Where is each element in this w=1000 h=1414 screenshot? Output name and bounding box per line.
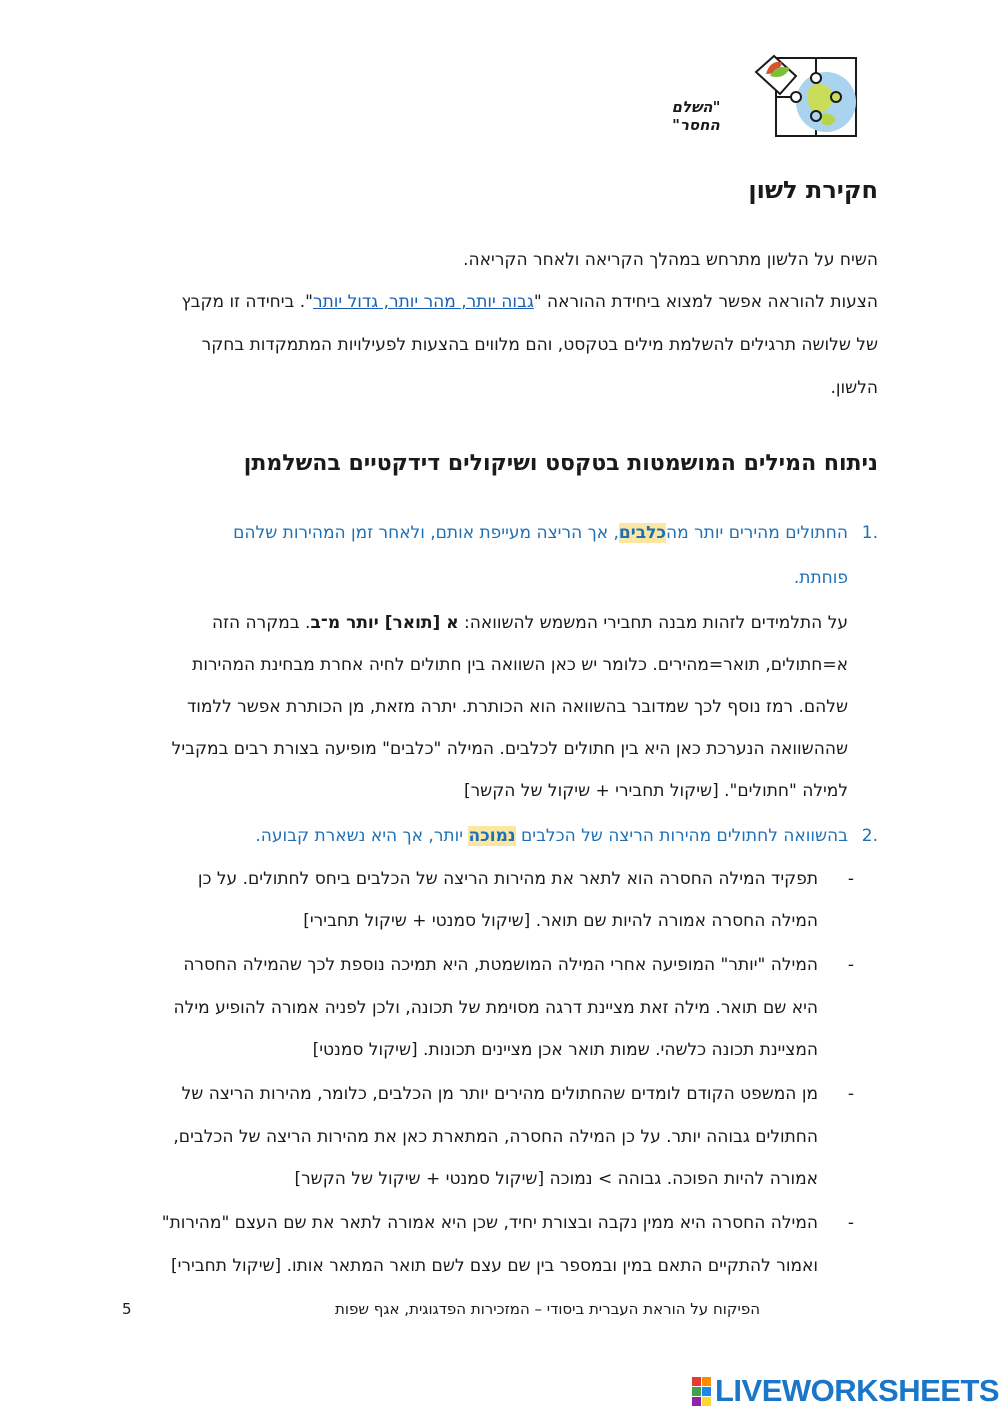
bullet-2-line-3: המציינת תכונה כלשהי. שמות תואר אכן מציינים תכונות. [שיקול סמנטי] (312, 1040, 818, 1060)
liveworksheets-blocks-icon (692, 1377, 711, 1406)
item-1-body-line-4: שההשוואה הנערכת כאן היא בין חתולים לכלבים. המילה "כלבים" מופיעה בצורת רבים במקביל (171, 739, 848, 759)
bullet-1-line-2: המילה החסרה אמורה להיות שם תואר. [שיקול סמנטי + שיקול תחבירי] (303, 911, 818, 931)
bullet-4-marker: - (847, 1213, 854, 1233)
bullet-4-line-2: ואמור להתקיים התאם במין ובמספר בין שם עצם לשם תואר המתאר אותו. [שיקול תחבירי] (171, 1256, 818, 1276)
bullet-1-marker: - (847, 869, 854, 889)
item-1-post: , אך הריצה מעייפת אותם, ולאחר זמן המהירות שלהם (233, 523, 619, 543)
item-1-body-pre: על התלמידים לזהות מבנה תחבירי המשמש להשוואה: (458, 613, 848, 633)
item-1-sentence-line-1 (118, 512, 848, 554)
item-2-pre: בהשוואה לחתולים מהירות הריצה של הכלבים (515, 826, 848, 846)
bullet-1-line-1: תפקיד המילה החסרה הוא לתאר את מהירות הריצה של הכלבים ביחס לחתולים. על כן (197, 869, 818, 889)
logo (648, 52, 860, 142)
intro-line-2-post: ". ביחידה זו מקבץ (181, 292, 313, 312)
item-1-body-post: . במקרה הזה (211, 613, 311, 633)
item-1-body-line-5: למילה "חתולים". [שיקול תחבירי + שיקול של הקשר] (463, 781, 848, 801)
item-1-pre: החתולים מהירים יותר מה (666, 523, 848, 543)
item-1-highlight: כלבים (618, 523, 667, 543)
item-1-sentence-line-2: פוחתת. (793, 568, 848, 588)
intro-line-3: של שלושה תרגילים להשלמת מילים בטקסט, והם מלווים בהצעות לפעילויות המתמקדות בחקר (201, 335, 878, 355)
item-2-sentence (118, 815, 848, 857)
item-2-highlight: נמוכה (468, 826, 516, 846)
item-1-body-line-1 (118, 602, 848, 644)
unit-link[interactable]: גבוה יותר, מהר יותר, גדול יותר (312, 292, 534, 312)
item-1-body-line-2: א=חתולים, תואר=מהירים. כלומר יש כאן השוואה בין חתולים לחיה אחרת מבחינת המהירות (192, 655, 848, 675)
item-1-structure: א [תואר] יותר מ־ב (310, 613, 459, 633)
item-1-body-line-3: שלהם. רמז נוסף לכך שמדובר בהשוואה הוא הכותרת. יתרה מזאת, מן הכותרת אפשר ללמוד (186, 697, 848, 717)
bullet-2-line-1: המילה "יותר" המופיעה אחרי המילה המושמטת, היא תמיכה נוספת לכך שהמילה החסרה (183, 955, 818, 975)
section-heading: ניתוח המילים המושמטות בטקסט ושיקולים דידקטיים בהשלמתן (243, 451, 878, 476)
intro-line-2-pre: הצעות להוראה אפשר למצוא ביחידת ההוראה " (533, 292, 878, 312)
intro-line-1: השיח על הלשון מתרחש במהלך הקריאה ולאחר הקריאה. (463, 250, 878, 270)
logo-text: "השלם החסר" (671, 98, 721, 134)
bullet-3-line-1: מן המשפט הקודם לומדים שהחתולים מהירים יותר מן הכלבים, כלומר, מהירות הריצה של (181, 1084, 818, 1104)
bullet-2-line-2: היא שם תואר. מילה זאת מציינת דרגה מסוימת של תכונה, ולכן לפניה אמורה להופיע מילה (173, 998, 818, 1018)
bullet-3-marker: - (847, 1084, 854, 1104)
item-2-post: יותר, אך היא נשארת קבועה. (255, 826, 469, 846)
bullet-2-marker: - (847, 955, 854, 975)
liveworksheets-logo (692, 1374, 999, 1408)
page-title: חקירת לשון (748, 176, 878, 204)
bullet-4-line-1: המילה החסרה היא ממין נקבה ובצורת יחיד, שכן היא אמורה לתאר את שם העצם "מהירות" (161, 1213, 818, 1233)
intro-line-2 (118, 281, 878, 323)
intro-line-4: הלשון. (830, 378, 878, 398)
puzzle-globe-icon (752, 52, 860, 140)
footer-text: הפיקוח על הוראת העברית ביסודי – המזכירות הפדגוגית, אגף שפות (335, 1300, 760, 1318)
item-1-number: 1. (861, 523, 878, 543)
bullet-3-line-2: החתולים גבוהה יותר. על כן המילה החסרה, המתארת כאן את מהירות הריצה של הכלבים, (173, 1127, 818, 1147)
liveworksheets-text: LIVEWORKSHEETS (715, 1373, 1000, 1408)
bullet-3-line-3: אמורה להיות הפוכה. גבוהה > נמוכה [שיקול סמנטי + שיקול של הקשר] (294, 1169, 818, 1189)
item-2-number: 2. (861, 826, 878, 846)
page-number: 5 (122, 1300, 132, 1318)
